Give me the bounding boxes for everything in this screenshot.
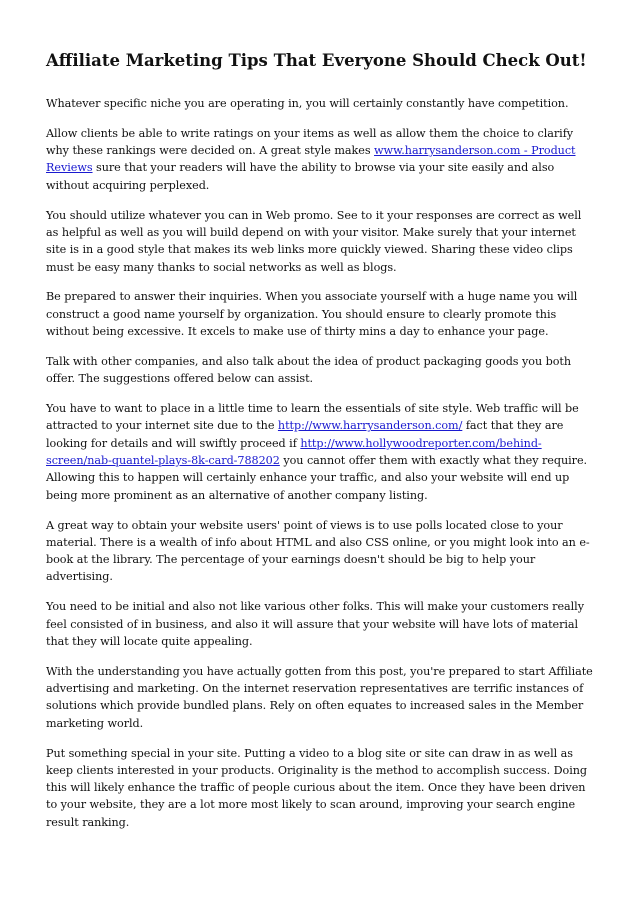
page-title: Affiliate Marketing Tips That Everyone Should Check Out! <box>46 51 587 70</box>
paragraph-6-text-c: you cannot offer them with exactly what they require. Allowing this to happen will certainly enhance your traffic, and also your website will end up being more prominent as an alternative of another company listing. <box>46 454 588 502</box>
paragraph-3: You should utilize whatever you can in Web promo. See to it your responses are correct as well as helpful as well as you will build depend on with your visitor. Make surely that your internet site is in a good style that makes its web links more quickly viewed. Sharing these video clips must be easy many thanks to social networks as well as blogs. <box>46 208 582 274</box>
paragraph-5: Talk with other companies, and also talk about the idea of product packaging goods you both offer. The suggestions offered below can assist. <box>46 354 572 386</box>
paragraph-2 <box>46 125 596 194</box>
paragraph-6-text-a: You have to want to place in a little time to learn the essentials of site style. Web traffic will be attracted to your internet site due to the <box>46 402 579 433</box>
paragraph-4: Be prepared to answer their inquiries. When you associate yourself with a huge name you will construct a good name yourself by organization. You should ensure to clearly promote this without being excessive. It excels to make use of thirty mins a day to enhance your page. <box>46 290 578 339</box>
paragraph-9: With the understanding you have actually gotten from this post, you're prepared to start Affiliate advertising and marketing. On the internet reservation representatives are terrific instances of solutions which provide bundled plans. Rely on often equates to increased sales in the Member marketing world. <box>46 664 593 730</box>
hollywoodreporter-link[interactable]: http://www.hollywoodreporter.com/behind-screen/nab-quantel-plays-8k-card-788202 <box>46 436 542 468</box>
paragraph-10: Put something special in your site. Putting a video to a blog site or site can draw in as well as keep clients interested in your products. Originality is the method to accomplish success. Doing this will likely enhance the traffic of people curious about the item. Once they have been driven to your website, they are a lot more most likely to scan around, improving your search engine result ranking. <box>46 746 588 829</box>
product-reviews-link[interactable]: www.harrysanderson.com - Product Reviews <box>46 144 576 175</box>
article-body <box>46 95 596 831</box>
paragraph-8: You need to be initial and also not like various other folks. This will make your customers really feel consisted of in business, and also it will assure that your website will have lots of material that they will locate quite appealing. <box>46 600 584 648</box>
paragraph-2-text-b: sure that your readers will have the ability to browse via your site easily and also without acquiring perplexed. <box>46 161 555 192</box>
harrysanderson-link[interactable]: http://www.harrysanderson.com/ <box>277 419 463 433</box>
paragraph-6 <box>46 400 596 504</box>
paragraph-2-text-a: Allow clients be able to write ratings on your items as well as allow them the choice to clarify why these rankings were decided on. A great style makes <box>46 126 574 158</box>
document-page <box>46 0 596 844</box>
paragraph-1: Whatever specific niche you are operating in, you will certainly constantly have competition. <box>46 97 569 110</box>
paragraph-7: A great way to obtain your website users' point of views is to use polls located close to your material. There is a wealth of info about HTML and also CSS online, or you might look into an e-book at the library. The percentage of your earnings doesn't should be big to help your advertising. <box>46 518 590 584</box>
paragraph-6-text-b: fact that they are looking for details and will swiftly proceed if <box>46 419 564 450</box>
